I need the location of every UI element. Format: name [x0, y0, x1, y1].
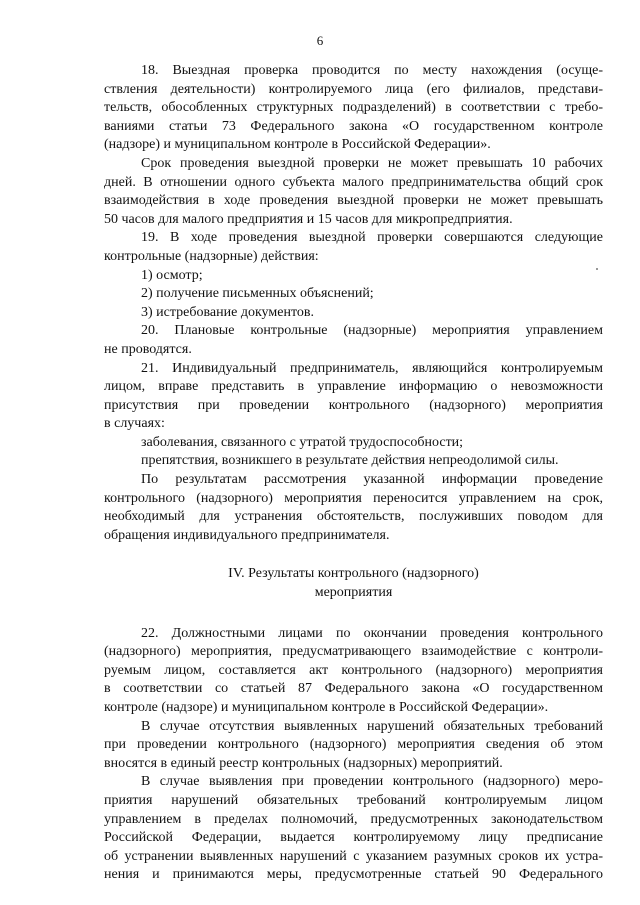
text-line: ствления деятельности) контролируемого лица (его филиалов, представи- — [104, 81, 603, 97]
text-line: В случае выявления при проведении контрольного (надзорного) меро- — [141, 774, 603, 790]
text-block-after-heading — [104, 625, 603, 885]
text-line: ваниями статьи 73 Федерального закона «О государственном контроле — [104, 118, 603, 134]
text-line: (надзоре) и муниципальном контроле в Российской Федерации». — [104, 137, 491, 153]
text-line: контрольные (надзорные) действия: — [104, 248, 319, 264]
text-line: 1) осмотр; — [141, 267, 203, 283]
text-line: обращения индивидуального предпринимателя. — [104, 527, 390, 543]
text-line: контроле (надзоре) и муниципальном контроле в Российской Федерации». — [104, 700, 549, 715]
text-line: По результатам рассмотрения указанной информации проведение — [141, 472, 603, 488]
text-line: 18. Выездная проверка проводится по месту нахождения (осуще- — [141, 63, 603, 78]
document-body — [104, 62, 603, 885]
text-line: препятствия, возникшего в результате действия непреодолимой силы. — [141, 453, 559, 469]
text-line: не проводятся. — [104, 341, 192, 357]
text-line: 20. Плановые контрольные (надзорные) мероприятия управлением — [141, 323, 603, 339]
text-line: тельств, обособленных структурных подразделений) в соответствии с требо- — [104, 100, 603, 116]
page-number: 6 — [316, 33, 324, 48]
text-line: взаимодействия в ходе проведения выездной проверки не может превышать — [104, 193, 603, 209]
text-line: управлением в пределах полномочий, предусмотренных законодательством — [104, 811, 603, 827]
text-line: при проведении контрольного (надзорного) мероприятия сведения об этом — [104, 737, 603, 753]
text-line: контрольного (надзорного) мероприятия переносится управлением на срок, — [104, 490, 603, 506]
text-line: об устранении выявленных нарушений с указанием разумных сроков их устра- — [104, 848, 603, 864]
text-line: заболевания, связанного с утратой трудоспособности; — [141, 434, 464, 450]
text-line: 3) истребование документов. — [141, 304, 314, 320]
text-line: Срок проведения выездной проверки не может превышать 10 рабочих — [141, 155, 603, 171]
text-line: 19. В ходе проведения выездной проверки совершаются следующие — [141, 230, 603, 246]
text-line: присутствия при проведении контрольного (надзорного) мероприятия — [104, 397, 603, 413]
text-line: в соответствии со статьей 87 Федерального закона «О государственном — [104, 681, 603, 697]
text-line: необходимый для устранения обстоятельств, послуживших поводом для — [104, 509, 603, 525]
text-line: 21. Индивидуальный предприниматель, являющийся контролируемым — [141, 360, 603, 376]
section-heading — [104, 565, 603, 602]
text-line: руемым лицом, составляется акт контрольного (надзорного) мероприятия — [104, 662, 603, 678]
text-line: Российской Федерации, выдается контролируемому лицу предписание — [104, 830, 603, 846]
text-line: нения и принимаются меры, предусмотренные статьей 90 Федерального — [104, 867, 603, 883]
text-line: (надзорного) мероприятия, предусматривающего взаимодействие с контроли- — [104, 644, 603, 660]
text-line: в случаях: — [104, 416, 165, 432]
text-line: дней. В отношении одного субъекта малого предпринимательства общий срок — [104, 174, 603, 190]
section-heading-line-2: мероприятия — [314, 585, 393, 601]
text-line: 22. Должностными лицами по окончании проведения контрольного — [141, 625, 603, 641]
text-line: вносятся в единый реестр контрольных (надзорных) мероприятий. — [104, 755, 503, 771]
text-line: 50 часов для малого предприятия и 15 часов для микропредприятия. — [104, 211, 513, 227]
text-block-before-heading — [104, 62, 603, 545]
text-line: лицом, вправе представить в управление информацию о невозможности — [104, 379, 603, 395]
section-heading-line-1: IV. Результаты контрольного (надзорного) — [228, 566, 479, 582]
text-line: 2) получение письменных объяснений; — [141, 286, 374, 302]
text-line: В случае отсутствия выявленных нарушений обязательных требований — [141, 718, 603, 734]
text-line: приятия нарушений обязательных требований контролируемым лицом — [104, 792, 603, 808]
